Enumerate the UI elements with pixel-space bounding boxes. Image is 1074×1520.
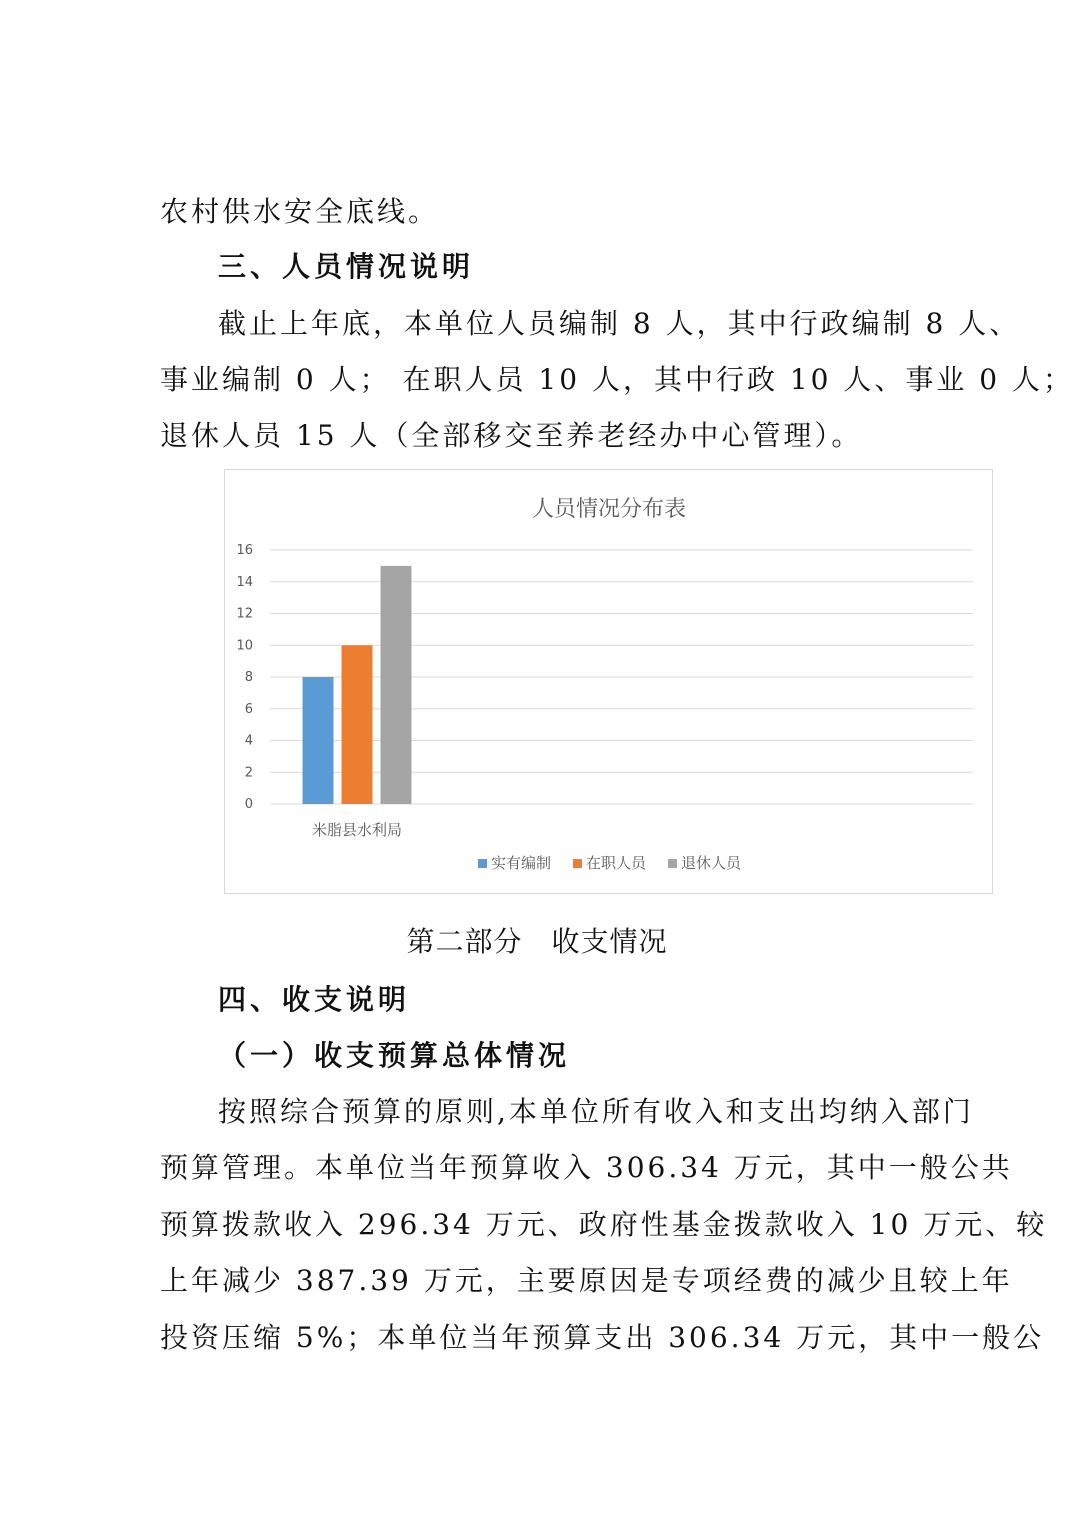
legend-label: 退休人员: [681, 854, 742, 872]
paragraph-line: 预算管理。本单位当年预算收入 306.34 万元，其中一般公共: [160, 1151, 1013, 1184]
y-tick-label: 6: [244, 701, 253, 717]
paragraph-line: 预算拨款收入 296.34 万元、政府性基金拨款收入 10 万元、较: [160, 1208, 1048, 1241]
y-tick-label: 8: [244, 670, 253, 685]
paragraph-line: 截止上年底，本单位人员编制 8 人，其中行政编制 8 人、: [218, 307, 1021, 340]
personnel-chart: [224, 469, 993, 894]
y-tick-label: 0: [244, 797, 253, 812]
legend-swatch: [478, 859, 487, 868]
paragraph-line: 按照综合预算的原则,本单位所有收入和支出均纳入部门: [218, 1095, 974, 1128]
section-heading-personnel: 三、人员情况说明: [218, 250, 475, 283]
paragraph-line: 退休人员 15 人（全部移交至养老经办中心管理）。: [160, 419, 863, 452]
section-heading-income-expense: 四、收支说明: [218, 983, 411, 1016]
bar-3: [381, 566, 412, 804]
chart-svg: [225, 470, 994, 895]
y-tick-label: 12: [236, 606, 253, 622]
subsection-heading-budget-overview: （一）收支预算总体情况: [218, 1039, 571, 1072]
y-tick-label: 16: [236, 543, 253, 558]
y-tick-label: 14: [236, 574, 253, 590]
paragraph-line: 农村供水安全底线。: [160, 195, 440, 228]
y-tick-label: 4: [244, 733, 253, 749]
bar-2: [342, 645, 373, 804]
paragraph-line: 事业编制 0 人； 在职人员 10 人，其中行政 10 人、事业 0 人；: [160, 363, 1074, 396]
paragraph-line: 上年减少 387.39 万元，主要原因是专项经费的减少且较上年: [160, 1264, 1013, 1297]
y-tick-label: 2: [244, 765, 253, 781]
legend-label: 在职人员: [586, 854, 647, 872]
chart-title: 人员情况分布表: [531, 497, 687, 522]
paragraph-line: 投资压缩 5%；本单位当年预算支出 306.34 万元，其中一般公: [160, 1321, 1045, 1354]
legend-label: 实有编制: [491, 854, 552, 872]
bar-1: [303, 677, 334, 804]
legend-swatch: [668, 859, 677, 868]
part-two-title: 第二部分 收支情况: [406, 925, 668, 958]
legend-swatch: [573, 859, 582, 868]
category-label: 米脂县水利局: [311, 821, 403, 839]
y-tick-label: 10: [236, 638, 253, 654]
